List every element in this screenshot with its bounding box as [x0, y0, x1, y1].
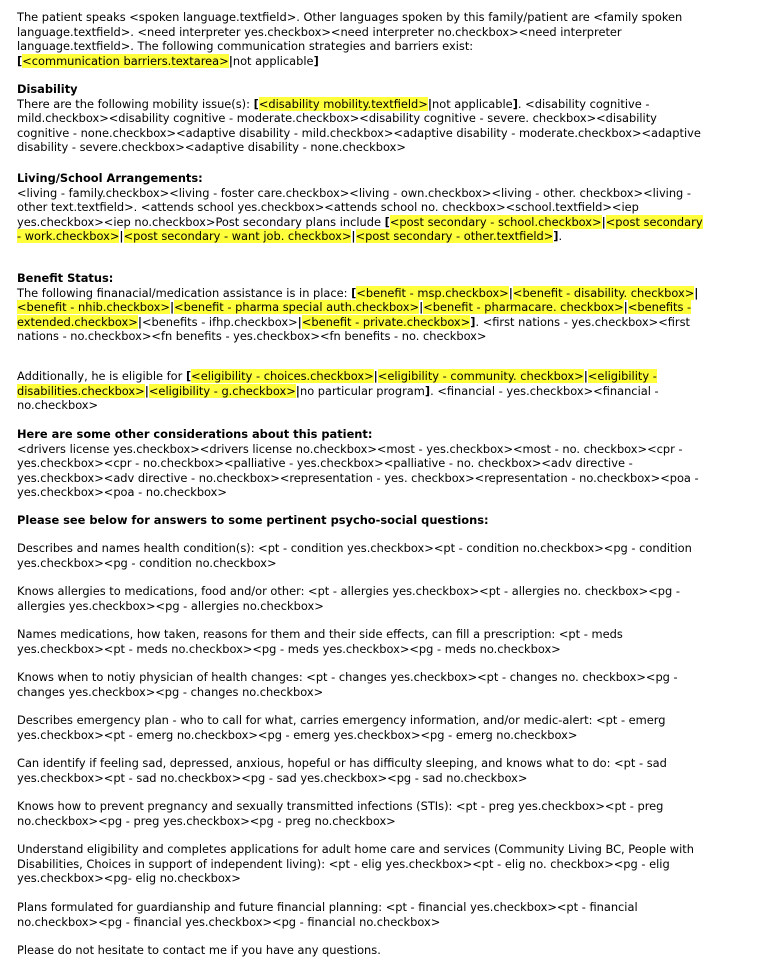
eligibility-g: <eligibility - g.checkbox> — [148, 383, 296, 398]
other-considerations-text: <drivers license yes.checkbox><drivers license no.checkbox><most - yes.checkbox><most - no. checkbox><cpr - yes.checkbox><cpr - no.checkbox><palliative - yes.checkbox><palliative - no. checkbox><adv directive - yes.checkbox><adv directive - no.checkbox><representation - yes. checkbox><representation - no.checkbox><poa - yes.checkbox><poa - no.checkbox> — [17, 441, 699, 499]
post-secondary-school: <post secondary - school.checkbox> — [389, 214, 602, 229]
eligibility-disabilities: <eligibility - disabilities.checkbox> — [17, 369, 657, 398]
communication-barriers-field: <communication barriers.textarea> — [22, 53, 229, 68]
disability-section: Disability There are the following mobility issue(s): [<disability mobility.textfield>|not applicable]. <disability cognitive - mild.checkbox><disability cognitive - moderate.checkbox><disability cognitive - severe. checkbox><disability cognitive - none.checkbox><adaptive disability - mild.checkbox><adaptive disability - moderate.checkbox><adaptive disability - severe.checkbox><adaptive disability - none.checkbox> — [17, 82, 707, 155]
first-nations-checkboxes: <first nations - yes.checkbox><first nations - no.checkbox><fn benefits - yes.checkbox><fn benefits - no. checkbox> — [17, 314, 691, 343]
living-section: Living/School Arrangements: <living - family.checkbox><living - foster care.checkbox><living - own.checkbox><living - other. checkbox><living - other text.textfield>. <attends school yes.checkbox><attends school no. checkbox><school.textfield><iep yes.checkbox><iep no.checkbox>Post secondary plans include [<post secondary - school.checkbox>|<post secondary - work.checkbox>|<post secondary - want job. checkbox>|<post secondary - other.textfield>]. — [17, 171, 707, 244]
question-allergies: Knows allergies to medications, food and/or other: <pt - allergies yes.checkbox><pt - allergies no. checkbox><pg - allergies yes.checkbox><pg - allergies no.checkbox> — [17, 584, 680, 613]
question-health-changes: Knows when to notiy physician of health changes: <pt - changes yes.checkbox><pt - changes no. checkbox><pg - changes yes.checkbox><pg - changes no.checkbox> — [17, 670, 678, 699]
benefit-ifhp: <benefits - ifhp.checkbox> — [142, 314, 298, 329]
benefit-msp: <benefit - msp.checkbox> — [356, 285, 509, 300]
disability-not-applicable: not applicable — [432, 96, 513, 111]
question-mood: Can identify if feeling sad, depressed, anxious, hopeful or has difficulty sleeping, and knows what to do: <pt - sad yes.checkbox><pt - sad no.checkbox><pg - sad yes.checkbox><pg - sad no.checkbox> — [17, 756, 667, 785]
psycho-social-heading: Please see below for answers to some pertinent psycho-social questions: — [17, 513, 489, 527]
benefit-pharma-special-auth: <benefit - pharma special auth.checkbox> — [174, 300, 420, 314]
living-text: <living - family.checkbox><living - foster care.checkbox><living - own.checkbox><living - other. checkbox><living - other text.textfield>. <attends school yes.checkbox><attends school no. checkbox><school.textfield><iep yes.checkbox><iep no.checkbox>Post secondary plans include — [17, 185, 692, 229]
closing-line: Please do not hesitate to contact me if you have any questions. — [17, 943, 381, 957]
benefit-section: Benefit Status: The following finanacial/medication assistance is in place: [<benefit - msp.checkbox>|<benefit - disability. checkbox>|<benefit - nhib.checkbox>|<benefit - pharma special auth.checkbox>|<benefit - pharmacare. checkbox>|<benefits - extended.checkbox>|<benefits - ifhp.checkbox>|<benefit - private.checkbox>]. <first nations - yes.checkbox><first nations - no.checkbox><fn benefits - yes.checkbox><fn benefits - no. checkbox> — [17, 271, 707, 344]
financial-checkboxes: <financial - yes.checkbox><financial - no.checkbox> — [17, 383, 659, 412]
post-secondary-want-job: <post secondary - want job. checkbox> — [123, 229, 352, 243]
question-pregnancy: Knows how to prevent pregnancy and sexually transmitted infections (STIs): <pt - preg yes.checkbox><pt - preg no.checkbox><pg - preg yes.checkbox><pg - preg no.checkbox> — [17, 799, 664, 828]
eligibility-no-program: no particular program — [299, 383, 425, 398]
disability-lead: There are the following mobility issue(s): — [17, 96, 250, 111]
benefit-private: <benefit - private.checkbox> — [301, 314, 471, 329]
living-heading: Living/School Arrangements: — [17, 171, 203, 185]
eligibility-choices: <eligibility - choices.checkbox> — [191, 369, 374, 383]
eligibility-paragraph: Additionally, he is eligible for [<eligibility - choices.checkbox>|<eligibility - community. checkbox>|<eligibility - disabilities.checkbox>|<eligibility - g.checkbox>|no particular program]. <financial - yes.checkbox><financial - no.checkbox> — [17, 369, 659, 412]
question-emergency-plan: Describes emergency plan - who to call for what, carries emergency information, and/or medic-alert: <pt - emerg yes.checkbox><pt - emerg no.checkbox><pg - emerg yes.checkbox><pg - emerg no.checkbox> — [17, 713, 666, 742]
benefit-nhib: <benefit - nhib.checkbox> — [17, 300, 170, 314]
benefit-extended: <benefits - extended.checkbox> — [17, 300, 692, 329]
question-health-condition: Describes and names health condition(s): <pt - condition yes.checkbox><pt - condition no.checkbox><pg - condition yes.checkbox><pg - condition no.checkbox> — [17, 541, 692, 570]
question-eligibility: Understand eligibility and completes applications for adult home care and services (Community Living BC, People with Disabilities, Choices in support of independent living): <pt - elig yes.checkbox><pt - elig no. checkbox><pg - elig yes.checkbox><pg- elig no.checkbox> — [17, 842, 694, 885]
eligibility-community: <eligibility - community. checkbox> — [377, 369, 584, 383]
other-considerations-heading: Here are some other considerations about this patient: — [17, 427, 373, 441]
disability-mobility-field: <disability mobility.textfield> — [258, 96, 428, 111]
benefit-heading: Benefit Status: — [17, 271, 114, 285]
benefit-pharmacare: <benefit - pharmacare. checkbox> — [423, 300, 624, 314]
disability-checkboxes: <disability cognitive - mild.checkbox><disability cognitive - moderate.checkbox><disability cognitive - severe. checkbox><disability cognitive - none.checkbox><adaptive disability - mild.checkbox><adaptive disability - moderate.checkbox><adaptive disability - severe.checkbox><adaptive disability - none.checkbox> — [17, 96, 701, 154]
post-secondary-other: <post secondary - other.textfield> — [355, 229, 554, 243]
intro-paragraph: The patient speaks <spoken language.textfield>. Other languages spoken by this family/patient are <family spoken language.textfield>. <need interpreter yes.checkbox><need interpreter no.checkbox><need interpreter language.textfield>. The following communication strategies and barriers exist: [<communication barriers.textarea>|not applicable] — [17, 10, 683, 68]
benefit-lead: The following finanacial/medication assistance is in place: — [17, 285, 352, 300]
eligibility-lead: Additionally, he is eligible for — [17, 369, 186, 383]
post-secondary-work: <post secondary - work.checkbox> — [17, 214, 703, 243]
intro-text: The patient speaks <spoken language.textfield>. Other languages spoken by this family/patient are <family spoken language.textfield>. <need interpreter yes.checkbox><need interpreter no.checkbox><need interpreter language.textfield>. The following communication strategies and barriers exist: — [17, 10, 683, 53]
other-considerations-section — [17, 427, 707, 500]
intro-not-applicable: not applicable — [232, 53, 314, 68]
disability-heading: Disability — [17, 82, 78, 96]
question-guardianship: Plans formulated for guardianship and future financial planning: <pt - financial yes.checkbox><pt - financial no.checkbox><pg - financial yes.checkbox><pg - financial no.checkbox> — [17, 900, 638, 929]
benefit-disability: <benefit - disability. checkbox> — [512, 285, 695, 300]
question-medications: Names medications, how taken, reasons for them and their side effects, can fill a prescription: <pt - meds yes.checkbox><pt - meds no.checkbox><pg - meds yes.checkbox><pg - meds no.checkbox> — [17, 627, 623, 656]
